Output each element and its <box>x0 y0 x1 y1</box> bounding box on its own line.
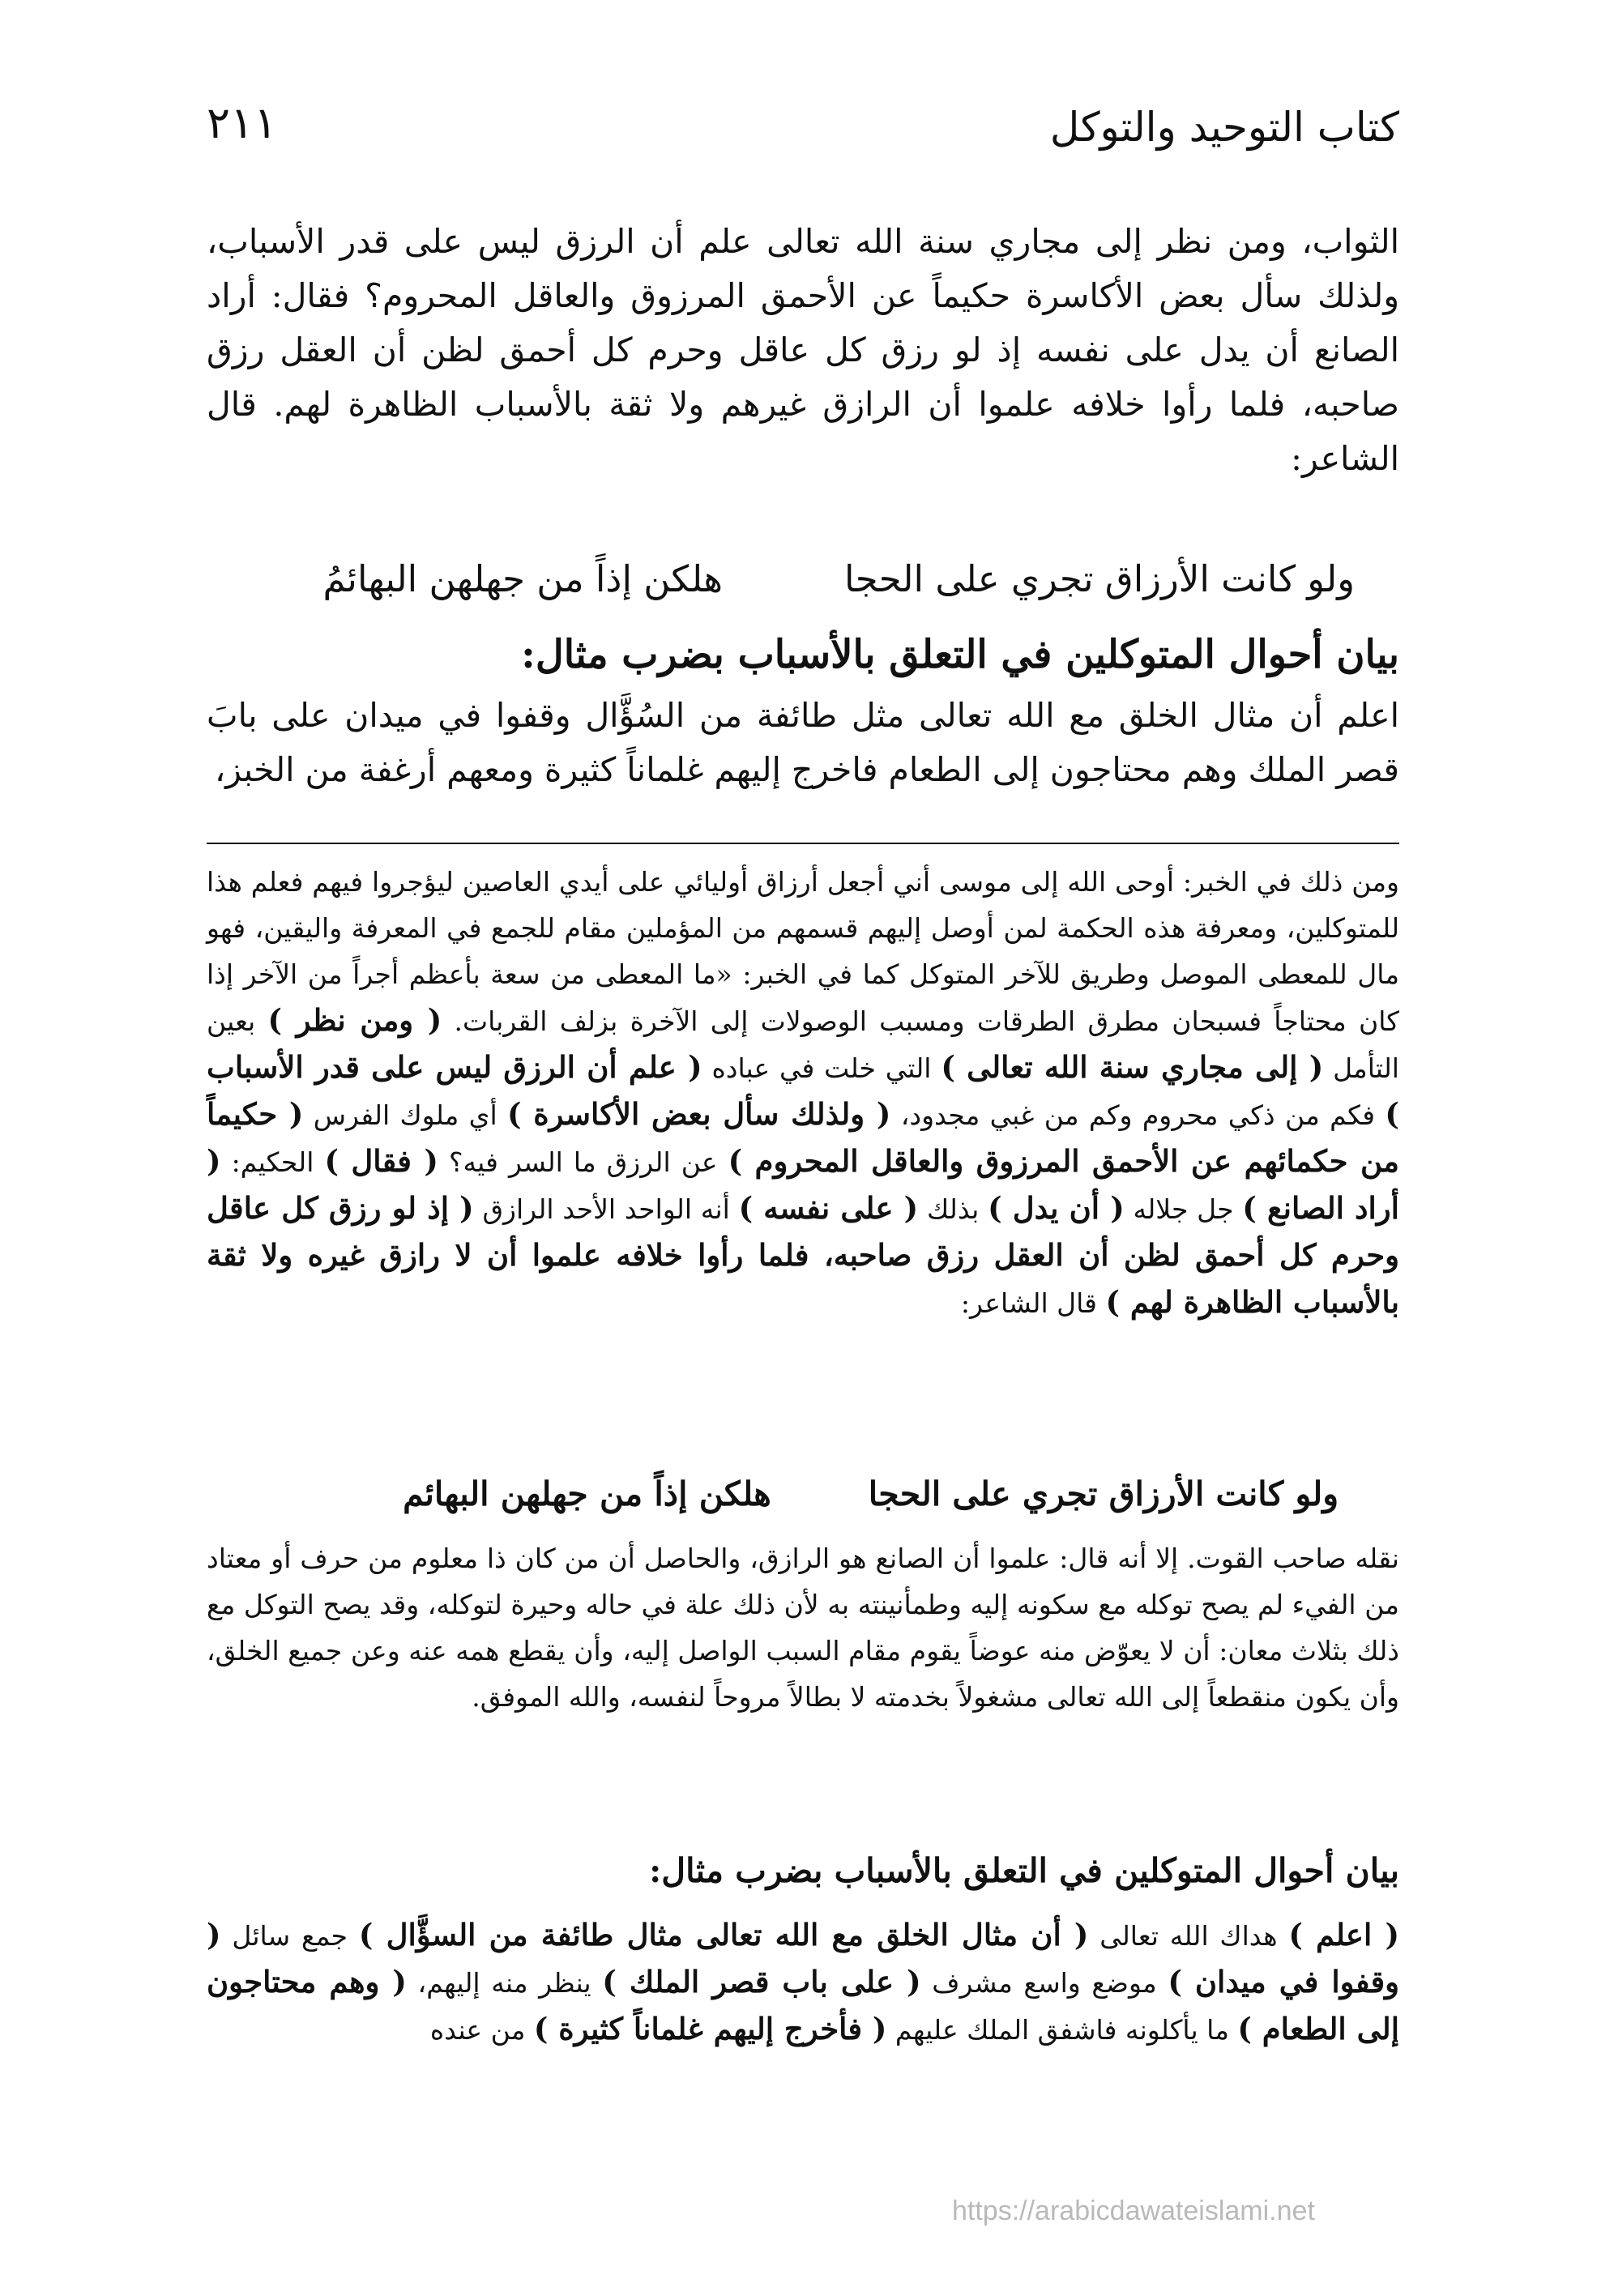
quoted-matn: ( إذ لو رزق كل عاقل وحرم كل أحمق لظن أن العقل رزق صاحبه، فلما رأوا خلافه علموا أن لا رازق غيره ولا ثقة بالأسباب الظاهرة لهم ) <box>207 1190 1399 1320</box>
quoted-matn: ( وقفوا في ميدان ) <box>207 1917 1400 1999</box>
quoted-matn: ( أراد الصانع ) <box>207 1143 1399 1226</box>
commentary-text: جمع سائل <box>232 1920 348 1952</box>
commentary-text: جل جلاله <box>1133 1193 1234 1225</box>
running-header-title: كتاب التوحيد والتوكل <box>1049 104 1399 151</box>
quoted-matn: ( اعلم ) <box>1288 1917 1399 1952</box>
commentary-text: فكم من ذكي محروم وكم من غبي مجدود، <box>900 1099 1376 1131</box>
quoted-matn: ( فقال ) <box>324 1143 438 1179</box>
commentary-text: الحكيم: <box>231 1146 314 1178</box>
quoted-matn: ( ومن نظر ) <box>267 1002 442 1038</box>
commentary-block-1 <box>207 859 1399 1326</box>
quoted-matn: ( علم أن الرزق ليس على قدر الأسباب ) <box>207 1049 1399 1132</box>
footnote-divider <box>207 843 1399 844</box>
commentary-text: بعين التأمل <box>207 1005 1399 1084</box>
verse-hemistich-second: هلكن إذاً من جهلهن البهائمُ <box>322 557 723 600</box>
section-heading: بيان أحوال المتوكلين في التعلق بالأسباب بضرب مثال: <box>521 632 1399 677</box>
commentary-text: التي خلت في عباده <box>711 1052 932 1084</box>
source-watermark: https://arabicdawateislami.net <box>952 2196 1315 2226</box>
quoted-matn: ( ولذلك سأل بعض الأكاسرة ) <box>507 1096 891 1132</box>
commentary-text: موضع واسع مشرف <box>932 1967 1157 1999</box>
commentary-text: ومن ذلك في الخبر: أوحى الله إلى موسى أني أجعل أرزاق أوليائي على أيدي العاصين ليؤجروا فيهم فعلم هذا للمتوكلين، ومعرفة هذه الحكمة لمن أوصل إليهم قسمهم من المؤملين مقام للجمع في المعرفة واليقين، فهو مال للمعطى الموصل وطريق للآخر المتوكل كما في الخبر: «ما المعطى من سعة بأعظم أجراً من الآخر إذا كان محتاجاً فسبحان مطرق الطرقات ومسبب الوصولات إلى الآخرة بزلف القربات. <box>207 866 1399 1037</box>
commentary-text: ينظر منه إليهم، <box>417 1967 591 1999</box>
verse-hemistich-second: هلكن إذاً من جهلهن البهائم <box>403 1474 771 1513</box>
commentary-text: بذلك <box>926 1193 980 1225</box>
commentary-text: من عنده <box>429 2014 526 2046</box>
page-number: ٢١١ <box>207 97 278 148</box>
verse-main <box>204 557 1355 600</box>
quoted-matn: ( حكيماً من حكمائهم عن الأحمق المرزوق والعاقل المحروم ) <box>207 1096 1399 1179</box>
verse-commentary <box>285 1474 1339 1513</box>
quoted-matn: ( على نفسه ) <box>738 1190 919 1226</box>
main-paragraph-1: الثواب، ومن نظر إلى مجاري سنة الله تعالى علم أن الرزق ليس على قدر الأسباب، ولذلك سأل بعض الأكاسرة حكيماً عن الأحمق المرزوق والعاقل المحروم؟ فقال: أراد الصانع أن يدل على نفسه إذ لو رزق كل عاقل وحرم كل أحمق لظن أن العقل رزق صاحبه، فلما رأوا خلافه علموا أن الرازق غيرهم ولا ثقة بالأسباب الظاهرة لهم. قال الشاعر: <box>207 222 1399 478</box>
quoted-matn: ( على باب قصر الملك ) <box>602 1964 921 1999</box>
commentary-text: قال الشاعر: <box>960 1287 1097 1319</box>
verse-hemistich-first: ولو كانت الأرزاق تجري على الحجا <box>868 1474 1339 1513</box>
commentary-text: ما يأكلونه فاشفق الملك عليهم <box>895 2014 1229 2046</box>
verse-hemistich-first: ولو كانت الأرزاق تجري على الحجا <box>844 557 1355 600</box>
commentary-block-2: نقله صاحب القوت. إلا أنه قال: علموا أن الصانع هو الرازق، والحاصل أن من كان ذا معلوم من حرف أو معتاد من الفيء لم يصح توكله مع سكونه إليه وطمأنينته به لأن ذلك علة في حاله وحيرة لتوكله، وقد يصح التوكل مع ذلك بثلاث معان: أن لا يعوّض منه عوضاً يقوم مقام السبب الواصل إليه، وأن يقطع همه عنه وعن جميع الخلق، وأن يكون منقطعاً إلى الله تعالى مشغولاً بخدمته لا بطالاً مروحاً لنفسه، والله الموفق. <box>207 1543 1399 1713</box>
commentary-text: هداك الله تعالى <box>1099 1920 1278 1952</box>
commentary-text: عن الرزق ما السر فيه؟ <box>448 1146 718 1178</box>
commentary-block-3 <box>207 1912 1399 2053</box>
commentary-text: أنه الواحد الأحد الرازق <box>482 1193 730 1225</box>
quoted-matn: ( فأخرج إليهم غلماناً كثيرة ) <box>533 2011 887 2046</box>
main-paragraph-2: اعلم أن مثال الخلق مع الله تعالى مثل طائفة من السُؤَّال وقفوا في ميدان على بابَ قصر الملك وهم محتاجون إلى الطعام فاخرج إليهم غلماناً كثيرة ومعهم أرغفة من الخبز، <box>207 696 1399 789</box>
commentary-text: أي ملوك الفرس <box>313 1099 497 1131</box>
commentary-heading: بيان أحوال المتوكلين في التعلق بالأسباب بضرب مثال: <box>649 1851 1399 1890</box>
quoted-matn: ( إلى مجاري سنة الله تعالى ) <box>941 1049 1324 1085</box>
quoted-matn: ( وهم محتاجون إلى الطعام ) <box>207 1964 1399 2046</box>
quoted-matn: ( أن يدل ) <box>988 1190 1125 1226</box>
quoted-matn: ( أن مثال الخلق مع الله تعالى مثال طائفة من السؤَّال ) <box>358 1917 1089 1952</box>
